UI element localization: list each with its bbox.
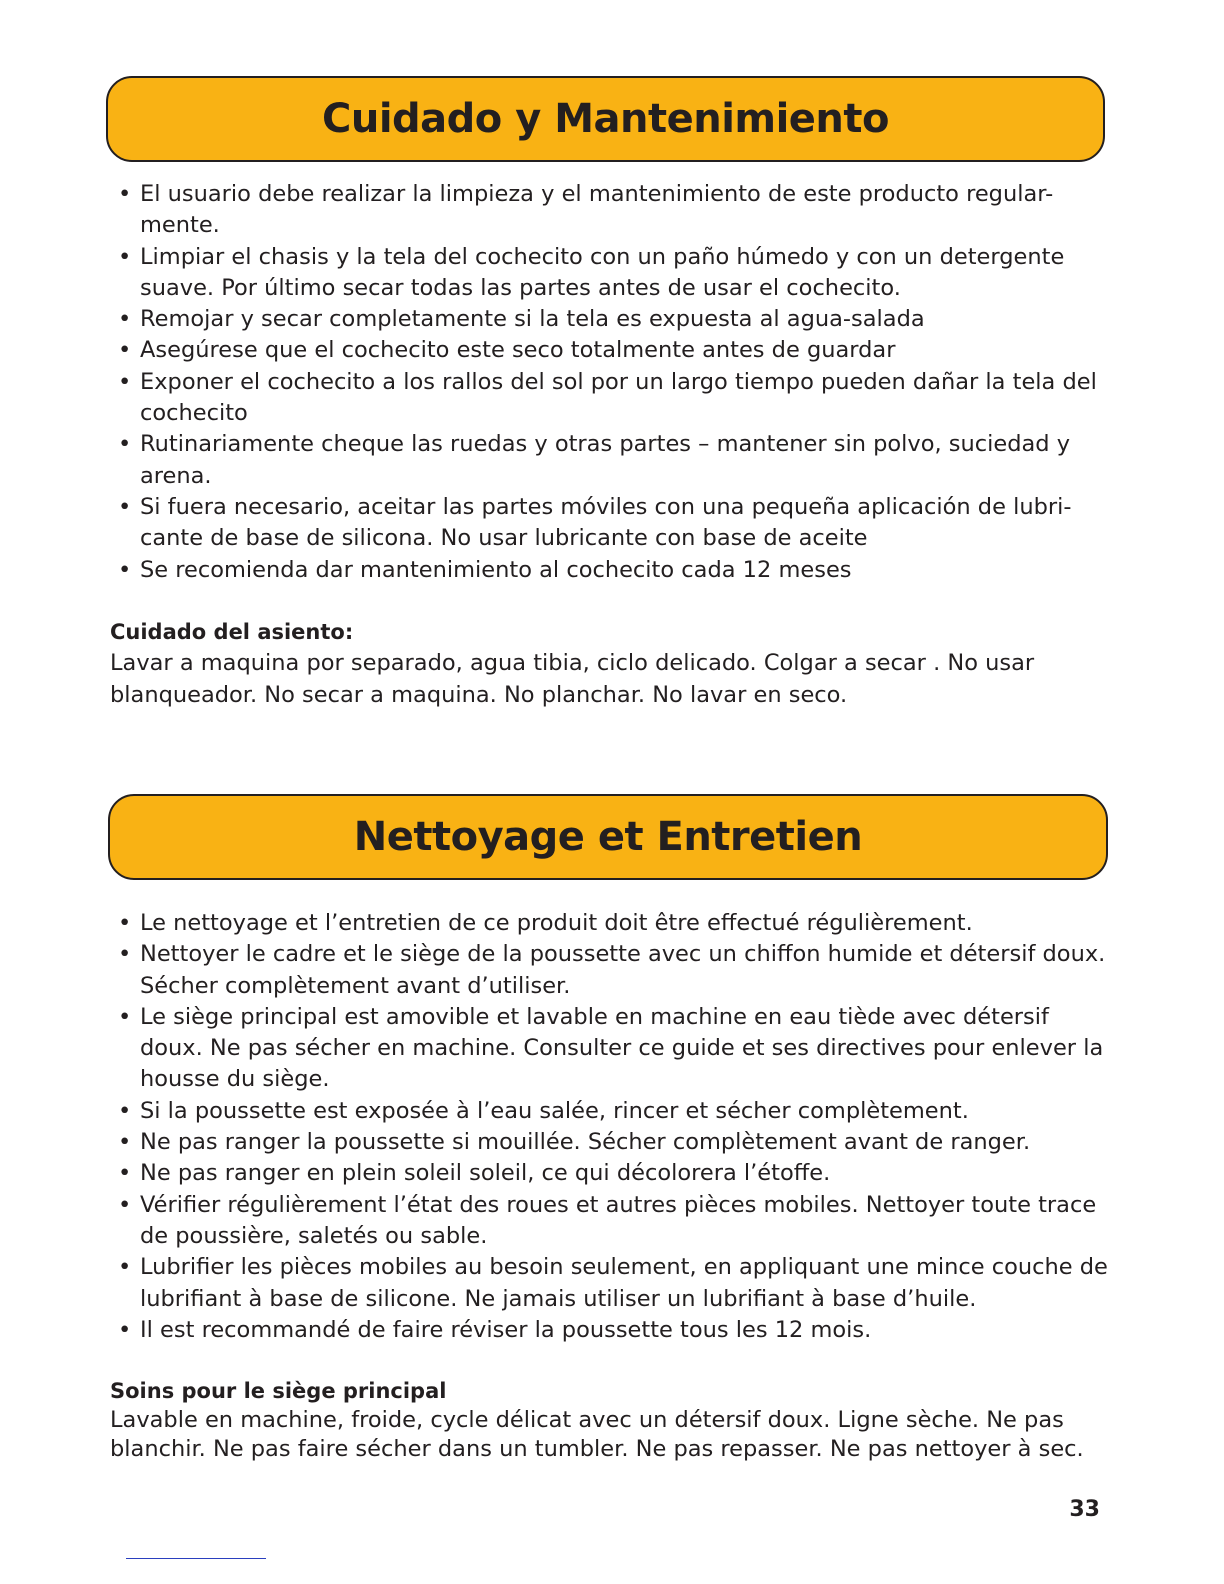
list-item: • Se recomienda dar mantenimiento al cochecito cada 12 meses [108,555,1108,586]
list-item: • Nettoyer le cadre et le siège de la poussette avec un chiffon humide et détersif doux. Sécher complètement avant d’utiliser. [108,939,1108,1002]
care-heading: Soins pour le siège principal [110,1379,447,1403]
list-item: • Le nettoyage et l’entretien de ce produit doit être effectué régulièrement. [108,908,1108,939]
list-item: • Asegúrese que el cochecito este seco totalmente antes de guardar [108,335,1108,366]
care-text: Lavar a maquina por separado, agua tibia, ciclo delicado. Colgar a secar . No usar blanqueador. No secar a maquina. No planchar. No lavar en seco. [110,650,1035,708]
list-item: • Ne pas ranger en plein soleil soleil, ce qui décolorera l’étoffe. [108,1158,1108,1189]
page-number: 33 [1069,1497,1100,1522]
list-item: • Ne pas ranger la poussette si mouillée. Sécher complètement avant de ranger. [108,1127,1108,1158]
footer-rule [126,1558,266,1559]
list-item: • Il est recommandé de faire réviser la poussette tous les 12 mois. [108,1315,1108,1346]
care-heading: Cuidado del asiento: [110,620,354,644]
list-item: • Limpiar el chasis y la tela del cochecito con un paño húmedo y con un detergente suave. Por último secar todas las partes antes de usar el cochecito. [108,242,1108,305]
seat-care-spanish [110,617,1110,711]
list-item: • Si la poussette est exposée à l’eau salée, rincer et sécher complètement. [108,1096,1108,1127]
section-title: Nettoyage et Entretien [353,814,863,860]
section-title: Cuidado y Mantenimiento [321,96,889,142]
list-item: • Lubrifier les pièces mobiles au besoin seulement, en appliquant une mince couche de lubrifiant à base de silicone. Ne jamais utiliser un lubrifiant à base d’huile. [108,1252,1108,1315]
list-item: • Exponer el cochecito a los rallos del sol por un largo tiempo pueden dañar la tela del cochecito [108,367,1108,430]
list-item: • Remojar y secar completamente si la tela es expuesta al agua-salada [108,304,1108,335]
bullet-list-french [108,908,1108,1346]
section-header-spanish [106,76,1105,162]
list-item: • Le siège principal est amovible et lavable en machine en eau tiède avec détersif doux. Ne pas sécher en machine. Consulter ce guide et ses directives pour enlever la housse du siège. [108,1002,1108,1096]
list-item: • El usuario debe realizar la limpieza y el mantenimiento de este producto regular-mente. [108,179,1108,242]
list-item: • Vérifier régulièrement l’état des roues et autres pièces mobiles. Nettoyer toute trace de poussière, saletés ou sable. [108,1190,1108,1253]
care-text: Lavable en machine, froide, cycle délicat avec un détersif doux. Ligne sèche. Ne pas blanchir. Ne pas faire sécher dans un tumbler. Ne pas repasser. Ne pas nettoyer à sec. [110,1407,1084,1462]
bullet-list-spanish [108,179,1108,586]
list-item: • Si fuera necesario, aceitar las partes móviles con una pequeña aplicación de lubri-cante de base de silicona. No usar lubricante con base de aceite [108,492,1108,555]
list-item: • Rutinariamente cheque las ruedas y otras partes – mantener sin polvo, suciedad y arena. [108,429,1108,492]
section-header-french [108,794,1108,880]
seat-care-french [110,1377,1110,1464]
